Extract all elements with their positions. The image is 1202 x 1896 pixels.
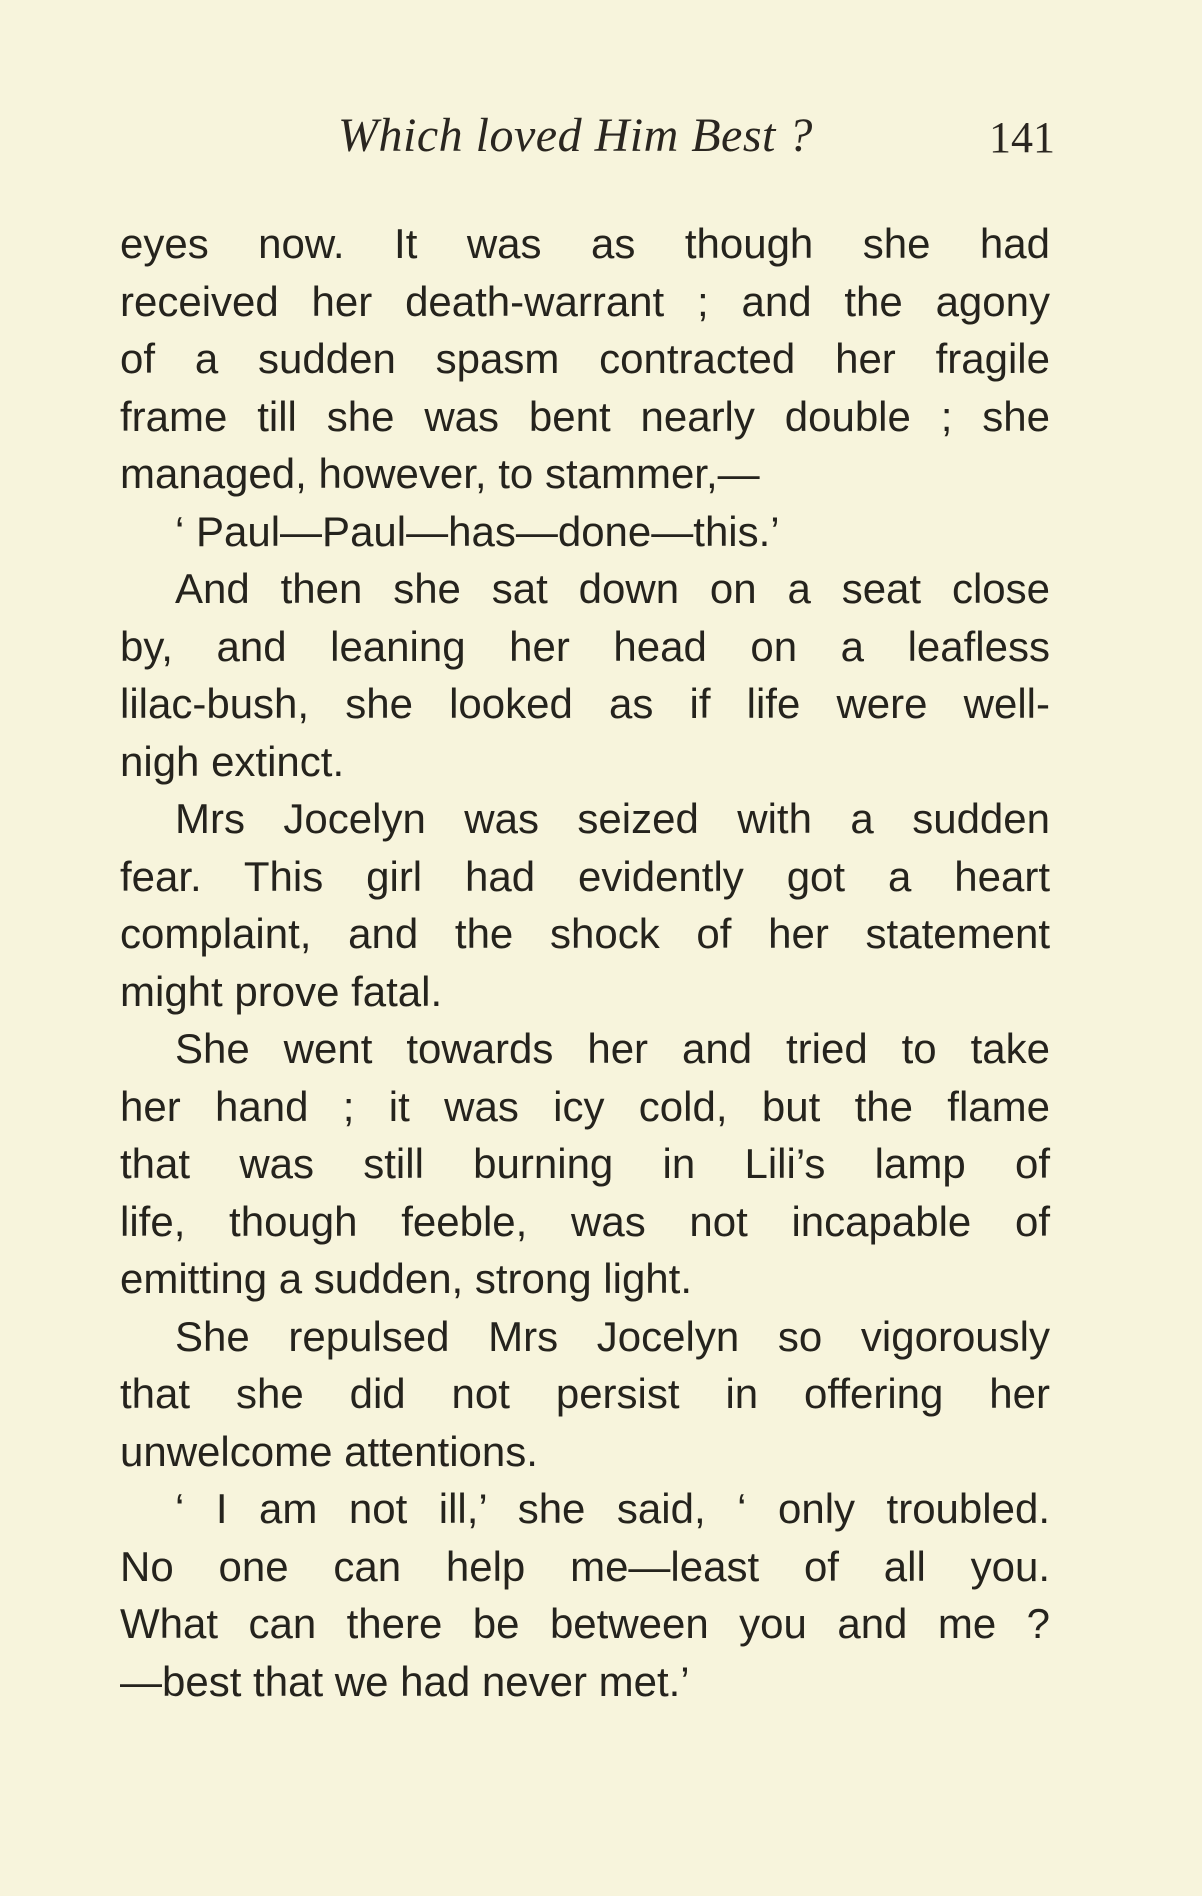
text-line: her hand ; it was icy cold, but the flame <box>120 1082 1050 1130</box>
running-header <box>120 108 1055 168</box>
text-line: She went towards her and tried to take <box>175 1025 1050 1072</box>
text-line: ‘ Paul—Paul—has—done—this.’ <box>175 507 780 555</box>
text-line: No one can help me—least of all you. <box>120 1542 1050 1590</box>
text-line: fear. This girl had evidently got a heart <box>120 852 1050 900</box>
text-line: ‘ I am not ill,’ she said, ‘ only troubled. <box>175 1485 1050 1532</box>
text-line: unwelcome attentions. <box>120 1427 538 1475</box>
text-line: lilac-bush, she looked as if life were well- <box>120 680 1050 727</box>
text-line: received her death-warrant ; and the agony <box>120 277 1050 325</box>
text-line: life, though feeble, was not incapable of <box>120 1197 1050 1245</box>
running-title: Which loved Him Best ? <box>338 109 813 162</box>
text-line: of a sudden spasm contracted her fragile <box>120 335 1050 382</box>
text-line: Mrs Jocelyn was seized with a sudden <box>175 795 1050 842</box>
text-line: that was still burning in Lili’s lamp of <box>120 1140 1050 1187</box>
text-line: nigh extinct. <box>120 737 345 785</box>
text-line: managed, however, to stammer,— <box>120 450 760 497</box>
text-line: What can there be between you and me ? <box>120 1600 1050 1647</box>
text-line: by, and leaning her head on a leafless <box>120 622 1050 670</box>
text-line: complaint, and the shock of her statement <box>120 910 1050 957</box>
text-line: eyes now. It was as though she had <box>120 220 1050 267</box>
text-line: that she did not persist in offering her <box>120 1370 1050 1417</box>
text-line: —best that we had never met.’ <box>120 1657 690 1705</box>
body-text <box>120 215 1050 1710</box>
page-number: 141 <box>989 113 1055 162</box>
text-line: And then she sat down on a seat close <box>175 565 1050 612</box>
text-line: emitting a sudden, strong light. <box>120 1255 693 1302</box>
text-line: frame till she was bent nearly double ; she <box>120 392 1050 440</box>
text-line: might prove fatal. <box>120 967 443 1015</box>
text-line: She repulsed Mrs Jocelyn so vigorously <box>175 1312 1050 1360</box>
